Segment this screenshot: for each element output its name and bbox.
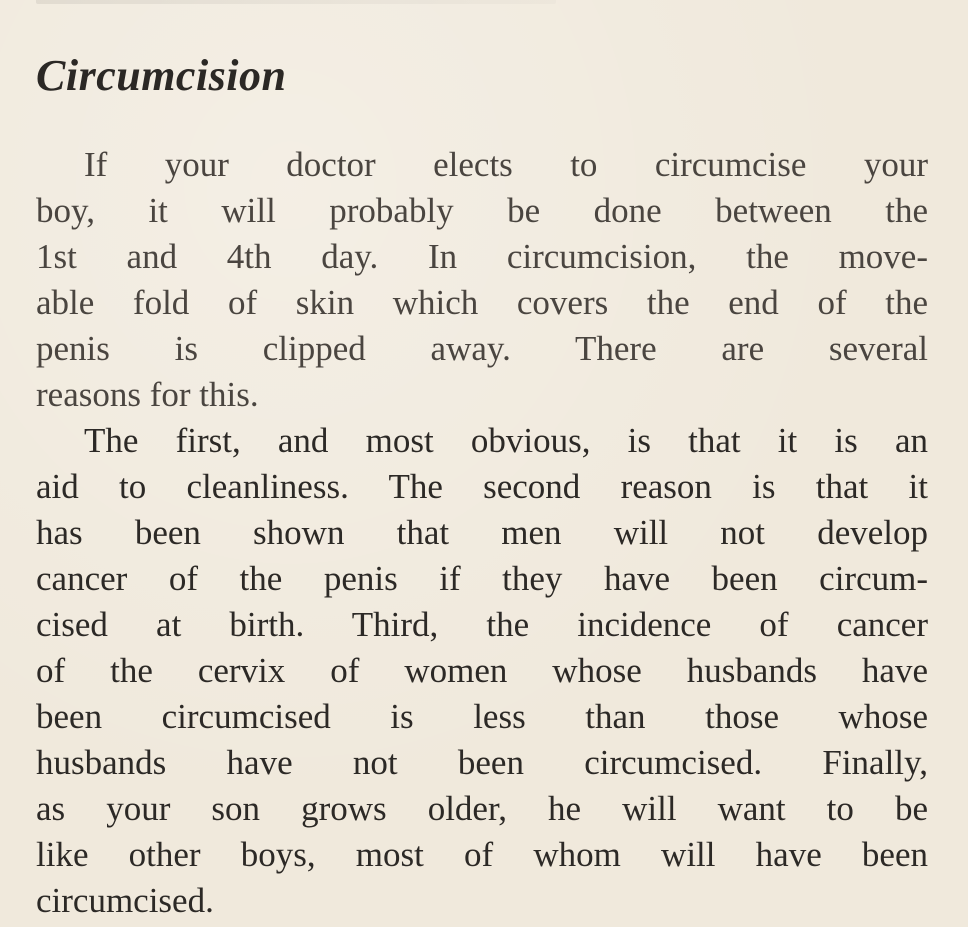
text-line: If your doctor elects to circumcise your bbox=[84, 145, 928, 184]
text-line: cancer of the penis if they have been circum- bbox=[36, 559, 928, 598]
article-body bbox=[36, 142, 928, 924]
text-line: as your son grows older, he will want to be bbox=[36, 789, 928, 828]
text-line: husbands have not been circumcised. Finally, bbox=[36, 743, 928, 782]
text-line: aid to cleanliness. The second reason is that it bbox=[36, 467, 928, 506]
text-line: able fold of skin which covers the end of the bbox=[36, 283, 928, 322]
section-heading: Circumcision bbox=[36, 51, 287, 100]
text-line: 1st and 4th day. In circumcision, the move- bbox=[36, 237, 928, 276]
paragraph-2 bbox=[36, 418, 928, 924]
text-line: of the cervix of women whose husbands have bbox=[36, 651, 928, 690]
paragraph-1 bbox=[36, 142, 928, 418]
text-line: cised at birth. Third, the incidence of cancer bbox=[36, 605, 928, 644]
text-line: circumcised. bbox=[36, 881, 214, 920]
cropped-text-remnant bbox=[36, 0, 556, 4]
text-line: penis is clipped away. There are several bbox=[36, 329, 928, 368]
text-line: has been shown that men will not develop bbox=[36, 513, 928, 552]
text-line: The first, and most obvious, is that it is an bbox=[84, 421, 928, 460]
text-line: boy, it will probably be done between the bbox=[36, 191, 928, 230]
text-line: been circumcised is less than those whose bbox=[36, 697, 928, 736]
text-line: like other boys, most of whom will have been bbox=[36, 835, 928, 874]
text-line: reasons for this. bbox=[36, 375, 259, 414]
